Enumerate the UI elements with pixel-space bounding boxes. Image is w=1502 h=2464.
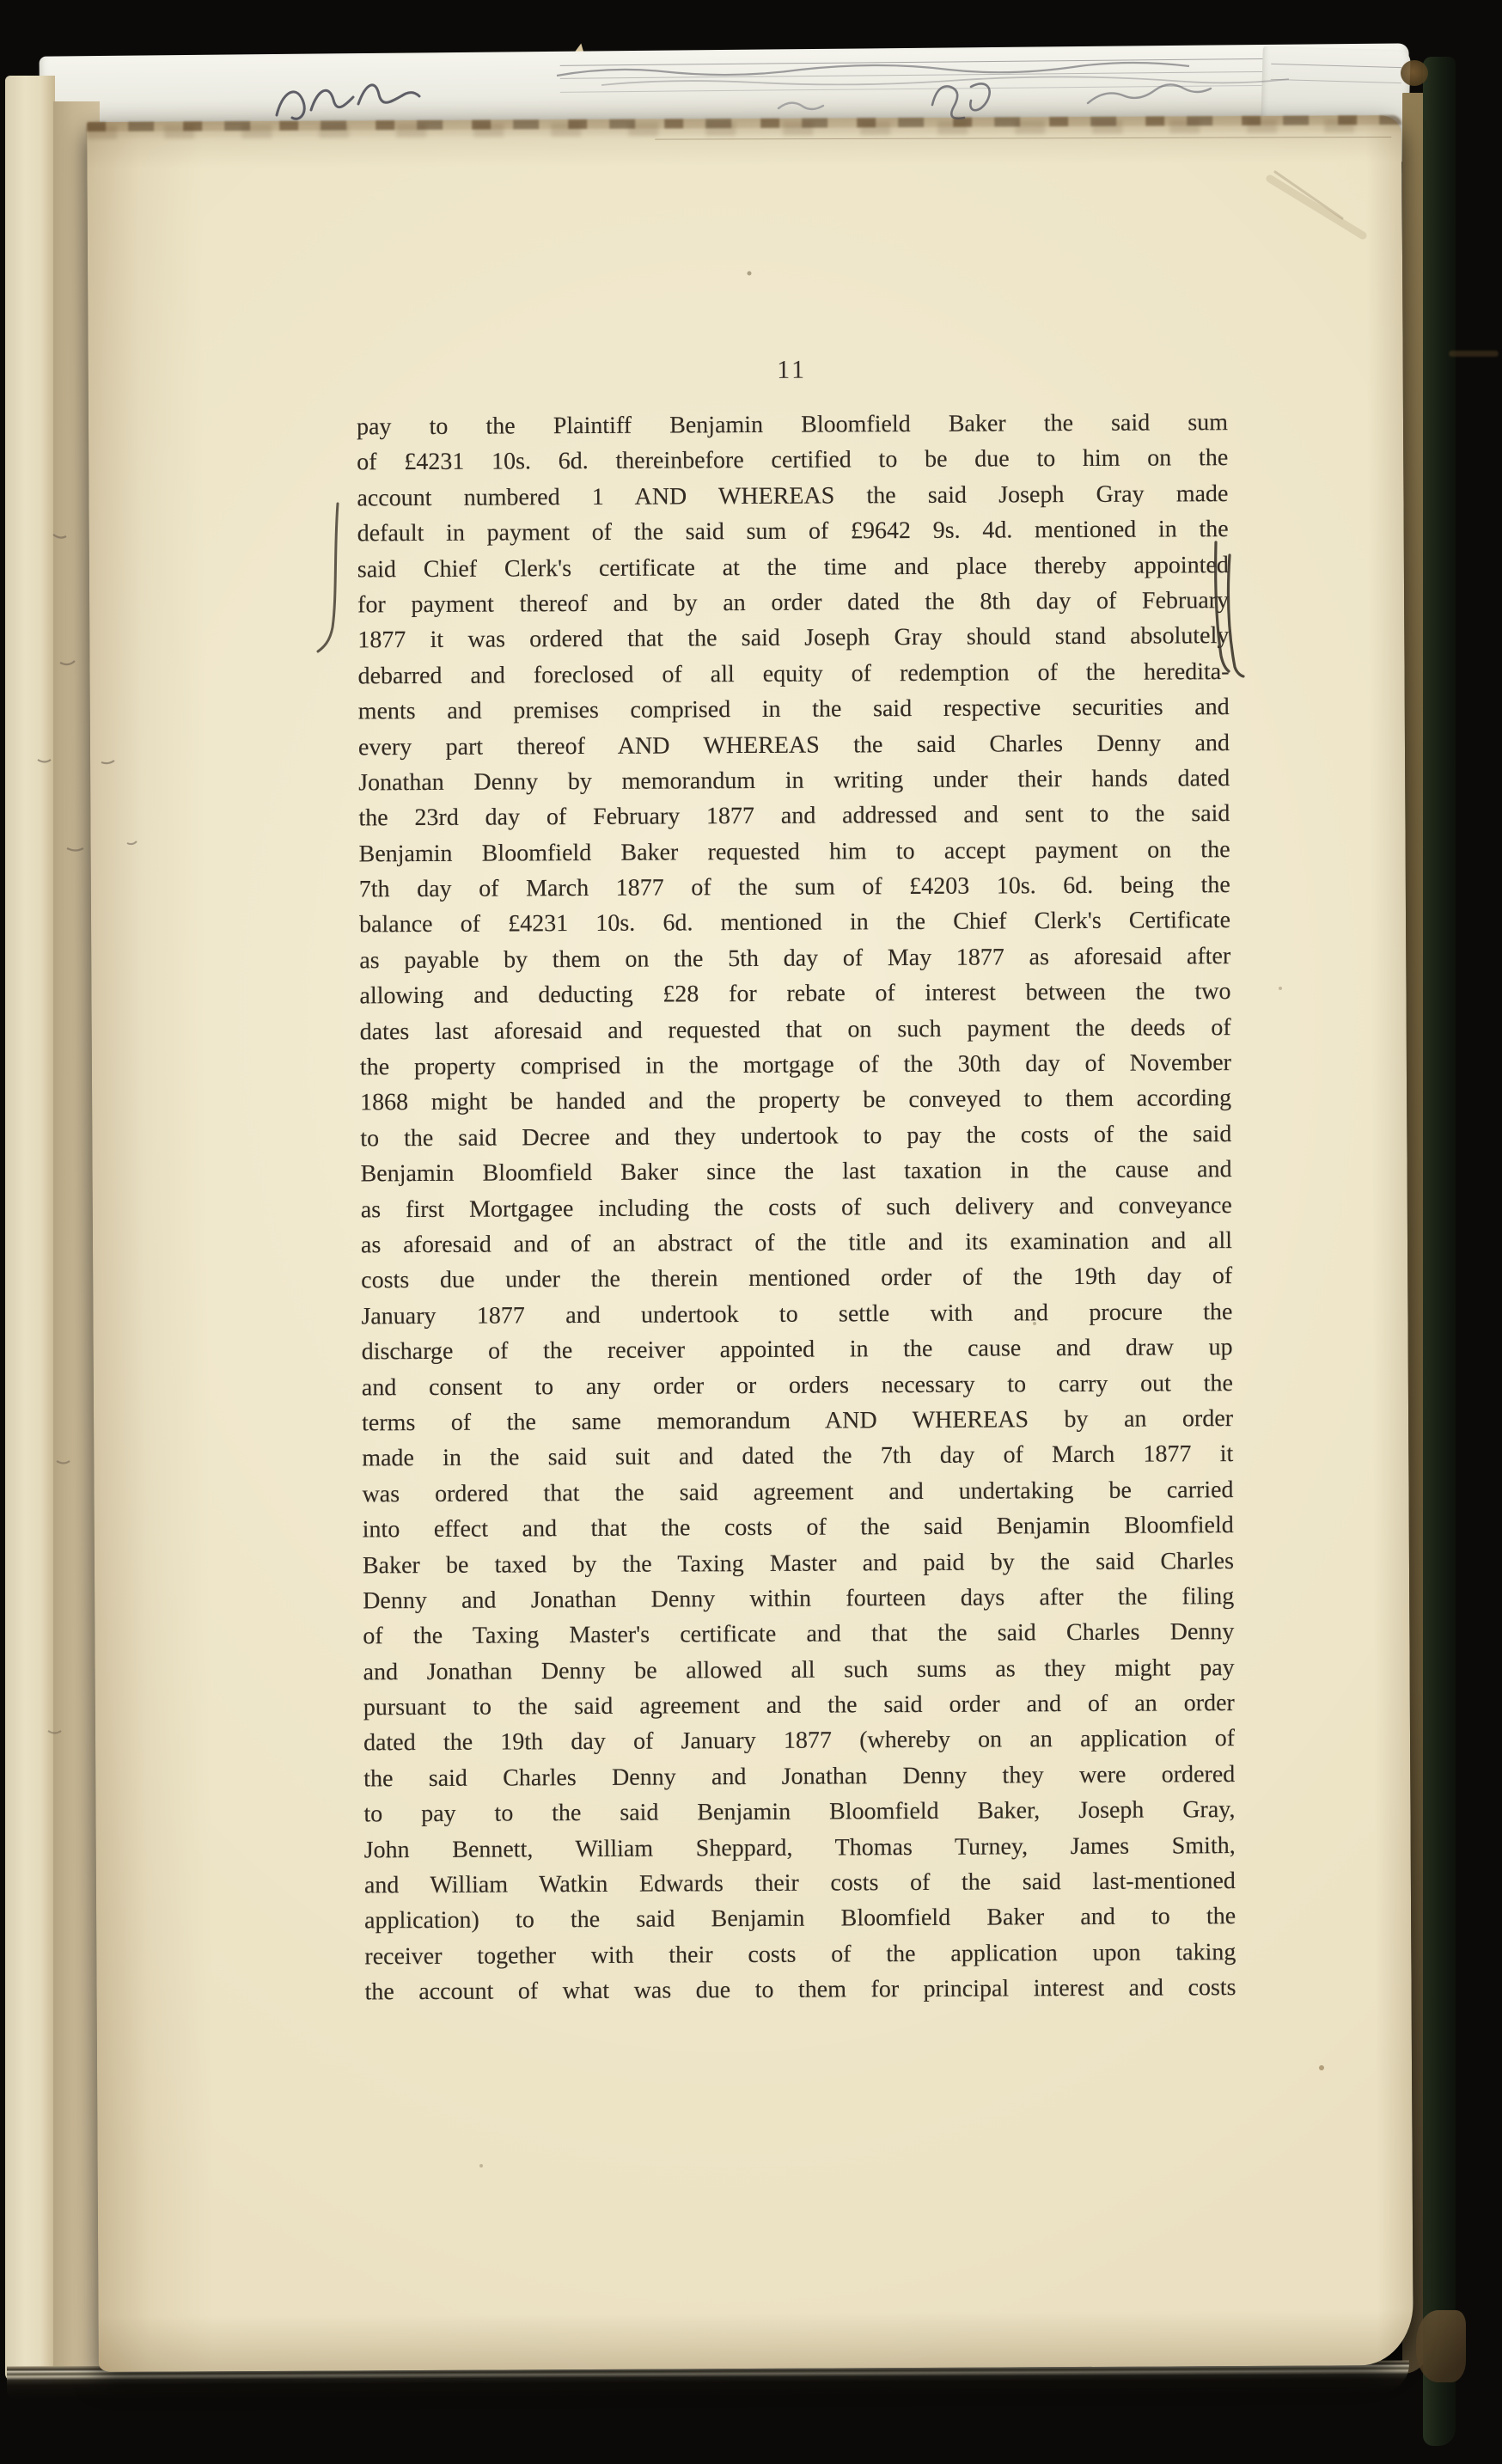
text-line: dates last aforesaid and requested that on such payment the deeds of xyxy=(359,1013,1231,1046)
book-cover xyxy=(1423,57,1456,2446)
text-line: to pay to the said Benjamin Bloomfield Baker, Joseph Gray, xyxy=(363,1796,1236,1828)
text-line: the property comprised in the mortgage of the 30th day of November xyxy=(359,1049,1231,1081)
cover-wear-spot xyxy=(1401,60,1428,86)
text-line: Denny and Jonathan Denny within fourteen days after the filing xyxy=(363,1582,1235,1615)
text-line: and Jonathan Denny be allowed all such sums as they might pay xyxy=(363,1654,1235,1686)
top-crease-line xyxy=(655,137,1391,140)
text-line: every part thereof AND WHEREAS the said Charles Denny and xyxy=(357,729,1230,761)
text-line: John Bennett, William Sheppard, Thomas Turney, James Smith, xyxy=(363,1831,1236,1863)
text-line: costs due under the therein mentioned order of the 19th day of xyxy=(361,1263,1233,1294)
text-line: balance of £4231 10s. 6d. mentioned in the Chief Clerk's Certificate xyxy=(358,907,1231,939)
text-line: as payable by them on the 5th day of May 1877 as aforesaid after xyxy=(359,942,1231,975)
text-line: pay to the Plaintiff Benjamin Bloomfield Baker the said sum xyxy=(356,409,1229,441)
text-line: 1877 it was ordered that the said Joseph Gray should stand absolutely xyxy=(357,622,1230,654)
page-number: 11 xyxy=(777,355,808,384)
cover-corner-wear xyxy=(1416,2310,1466,2382)
facing-page-sliver xyxy=(5,76,55,2381)
text-line: of the Taxing Master's certificate and that the said Charles Denny xyxy=(363,1618,1235,1650)
text-line: into effect and that the costs of the said Benjamin Bloomfield xyxy=(362,1512,1234,1544)
text-line: discharge of the receiver appointed in the cause and draw up xyxy=(361,1334,1233,1366)
text-line: 1868 might be handed and the property be conveyed to them according xyxy=(360,1085,1232,1116)
text-line: Baker be taxed by the Taxing Master and paid by the said Charles xyxy=(362,1547,1235,1579)
text-line: the said Charles Denny and Jonathan Denny they were ordered xyxy=(363,1760,1236,1793)
text-line: ments and premises comprised in the said respective securities and xyxy=(357,694,1230,725)
text-line: of £4231 10s. 6d. thereinbefore certified to be due to him on the xyxy=(357,444,1229,476)
text-line: pursuant to the said agreement and the said order and of an order xyxy=(363,1690,1235,1721)
text-line: allowing and deducting £28 for rebate of interest between the two xyxy=(359,978,1231,1010)
text-line: default in payment of the said sum of £9642 9s. 4d. mentioned in the xyxy=(357,516,1229,547)
text-line: account numbered 1 AND WHEREAS the said Joseph Gray made xyxy=(357,480,1229,512)
text-line: Benjamin Bloomfield Baker requested him to accept payment on the xyxy=(358,835,1230,868)
text-line: and William Watkin Edwards their costs of the said last-mentioned xyxy=(363,1868,1236,1899)
text-line: Benjamin Bloomfield Baker since the last taxation in the cause and xyxy=(360,1156,1232,1188)
text-line: as aforesaid and of an abstract of the title and its examination and all xyxy=(360,1227,1233,1259)
text-line: Jonathan Denny by memorandum in writing under their hands dated xyxy=(358,764,1230,797)
text-line: 7th day of March 1877 of the sum of £4203 10s. 6d. being the xyxy=(358,871,1230,903)
text-line: application) to the said Benjamin Bloomfield Baker and to the xyxy=(364,1903,1236,1935)
text-line: to the said Decree and they undertook to pay the costs of the said xyxy=(360,1120,1232,1153)
text-line: for payment thereof and by an order dated the 8th day of February xyxy=(357,587,1230,619)
page-edge-lines xyxy=(1272,64,1401,68)
text-line: as first Mortgagee including the costs of such delivery and conveyance xyxy=(360,1191,1232,1223)
text-line: the 23rd day of February 1877 and addressed and sent to the said xyxy=(358,800,1230,832)
document-page xyxy=(87,115,1413,2372)
text-line: made in the said suit and dated the 7th day of March 1877 it xyxy=(362,1440,1234,1472)
text-line: the account of what was due to them for principal interest and costs xyxy=(364,1974,1236,2006)
text-line: and consent to any order or orders necessary to carry out the xyxy=(361,1369,1233,1401)
text-line: January 1877 and undertook to settle with and procure the xyxy=(361,1298,1233,1330)
body-text xyxy=(357,405,1236,2010)
text-line: said Chief Clerk's certificate at the time and place thereby appointed xyxy=(357,551,1229,583)
text-line: receiver together with their costs of the application upon taking xyxy=(364,1938,1236,1971)
text-line: debarred and foreclosed of all equity of redemption of the heredita- xyxy=(357,657,1230,690)
cover-scratch xyxy=(1449,351,1499,357)
text-line: terms of the same memorandum AND WHEREAS by an order xyxy=(362,1404,1234,1437)
text-line: dated the 19th day of January 1877 (whereby on an application of xyxy=(363,1725,1236,1757)
text-line: was ordered that the said agreement and undertaking be carried xyxy=(362,1476,1234,1508)
